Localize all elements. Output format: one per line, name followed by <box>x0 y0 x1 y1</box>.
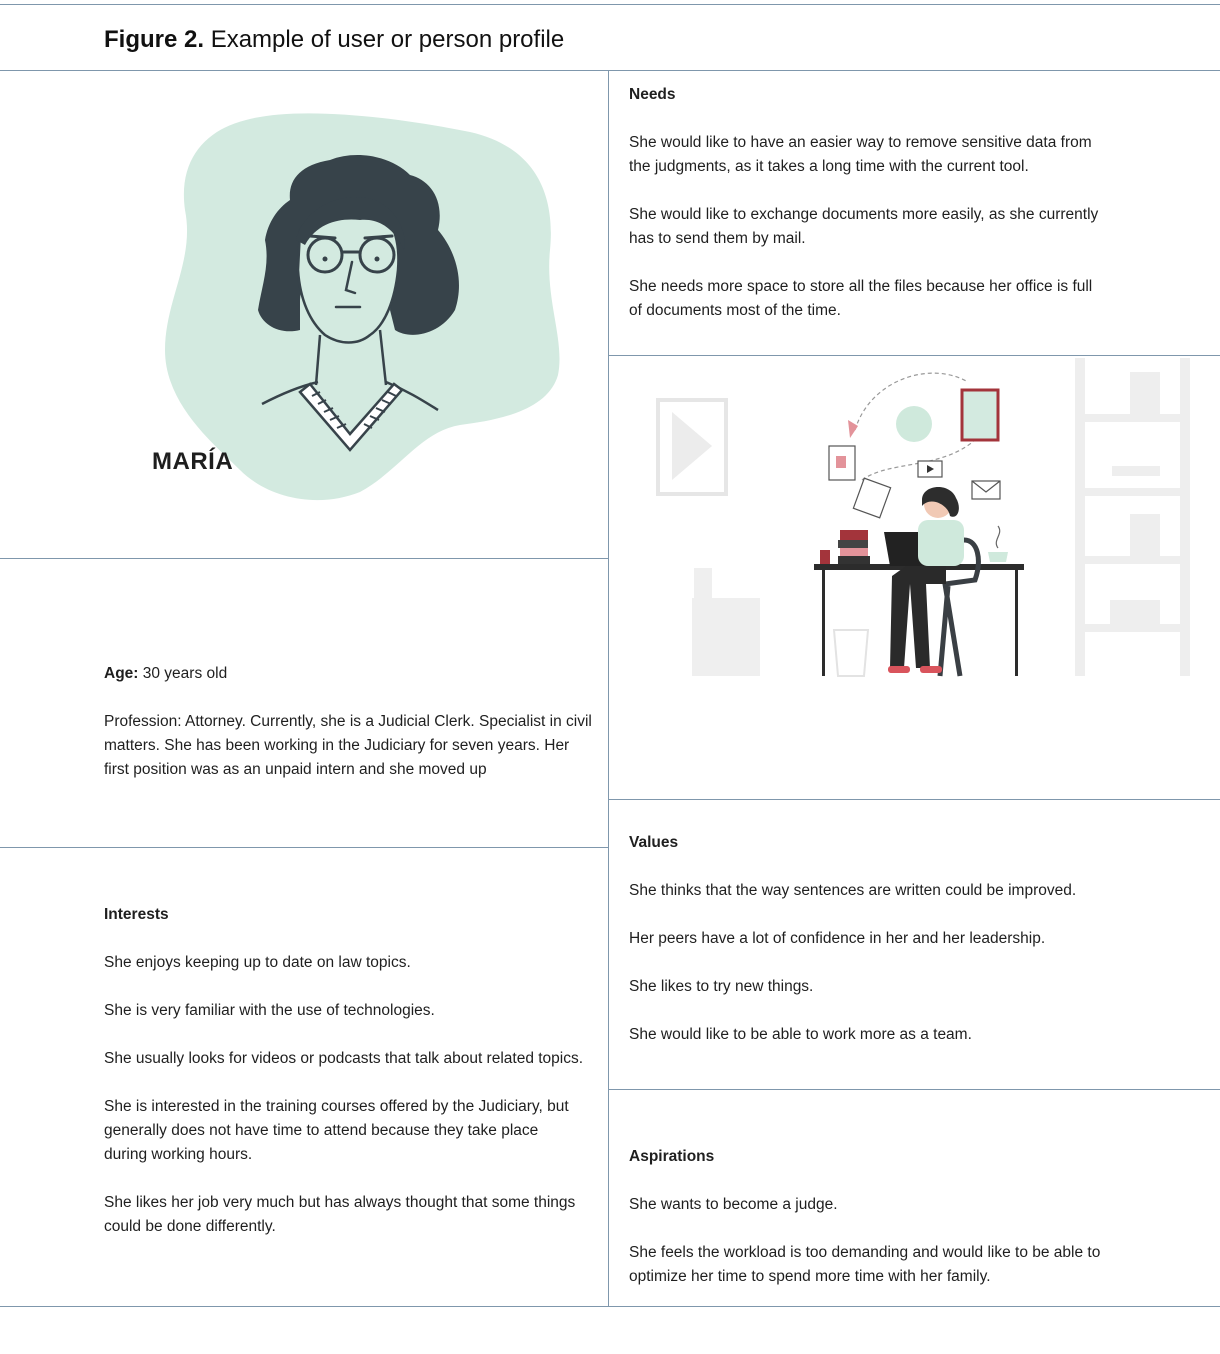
needs-item: She would like to have an easier way to remove sensitive data from the judgments, as it takes a long time with the current tool. <box>629 134 1092 175</box>
values-section <box>629 831 1129 1047</box>
needs-heading: Needs <box>629 86 676 103</box>
rule-right-3 <box>608 1089 1220 1090</box>
pencil-cup <box>820 550 830 564</box>
aspirations-heading: Aspirations <box>629 1148 715 1165</box>
aspirations-item: She wants to become a judge. <box>629 1196 838 1213</box>
age-label: Age: <box>104 665 139 682</box>
values-heading: Values <box>629 834 679 851</box>
frame-art <box>672 412 712 480</box>
figure-label: Figure 2. <box>104 26 205 53</box>
persona-name: MARÍA <box>152 448 234 475</box>
needs-item: She needs more space to store all the files because her office is full of documents most of the time. <box>629 278 1093 319</box>
rule-top <box>0 4 1220 5</box>
interests-item: She usually looks for videos or podcasts that talk about related topics. <box>104 1050 584 1067</box>
book-stack <box>838 530 870 564</box>
figure-title-text: Example of user or person profile <box>210 26 565 53</box>
values-item: She would like to be able to work more as a team. <box>629 1026 972 1043</box>
interests-heading: Interests <box>104 906 169 923</box>
interests-item: She is very familiar with the use of technologies. <box>104 1002 435 1019</box>
shoe-left <box>888 666 910 673</box>
rule-left-1 <box>0 558 609 559</box>
envelope <box>972 481 1000 499</box>
age-value: 30 years old <box>138 665 228 682</box>
shelf-unit <box>1075 358 1190 676</box>
rule-left-2 <box>0 847 609 848</box>
aspirations-section <box>629 1145 1129 1289</box>
torso <box>918 520 964 566</box>
aspirations-item: She feels the workload is too demanding and would like to be able to optimize her time to spend more time with her family. <box>629 1244 1101 1285</box>
brow-left <box>310 236 335 238</box>
doc-card-mark <box>836 456 846 468</box>
rule-right-1 <box>608 355 1220 356</box>
brow-right <box>365 236 392 238</box>
interests-item: She is interested in the training courses offered by the Judiciary, but generally does not have time to attend because they take place during working hours. <box>104 1098 569 1163</box>
clock <box>896 406 932 442</box>
age-line <box>104 662 594 686</box>
interests-item: She enjoys keeping up to date on law topics. <box>104 954 411 971</box>
shoe-right <box>920 666 942 673</box>
arrow-tip <box>848 420 858 438</box>
mug <box>988 552 1008 562</box>
drawer-cabinet <box>692 568 760 676</box>
interests-section <box>104 903 584 1239</box>
profile-section <box>104 662 594 782</box>
values-item: Her peers have a lot of confidence in her and her leadership. <box>629 930 1046 947</box>
rule-right-2 <box>608 799 1220 800</box>
legs <box>890 566 946 668</box>
office-illustration <box>640 358 1210 688</box>
mug-steam <box>996 526 999 548</box>
eye-left <box>323 257 328 262</box>
rule-center-column <box>608 70 609 1307</box>
hanging-frame <box>962 390 998 440</box>
figure-title <box>104 22 564 58</box>
paper-sheet <box>853 478 890 518</box>
values-item: She thinks that the way sentences are written could be improved. <box>629 882 1077 899</box>
rule-under-title <box>0 70 1220 71</box>
values-item: She likes to try new things. <box>629 978 814 995</box>
waste-basket <box>834 630 868 676</box>
needs-item: She would like to exchange documents more easily, as she currently has to send them by mail. <box>629 206 1099 247</box>
needs-section <box>629 83 1109 323</box>
interests-item: She likes her job very much but has always thought that some things could be done differently. <box>104 1194 576 1235</box>
rule-bottom <box>0 1306 1220 1307</box>
eye-right <box>375 257 380 262</box>
profession-text: Profession: Attorney. Currently, she is a Judicial Clerk. Specialist in civil matters. She has been working in the Judiciary for seven years. Her first position was as an unpaid intern and she moved up <box>104 713 592 778</box>
